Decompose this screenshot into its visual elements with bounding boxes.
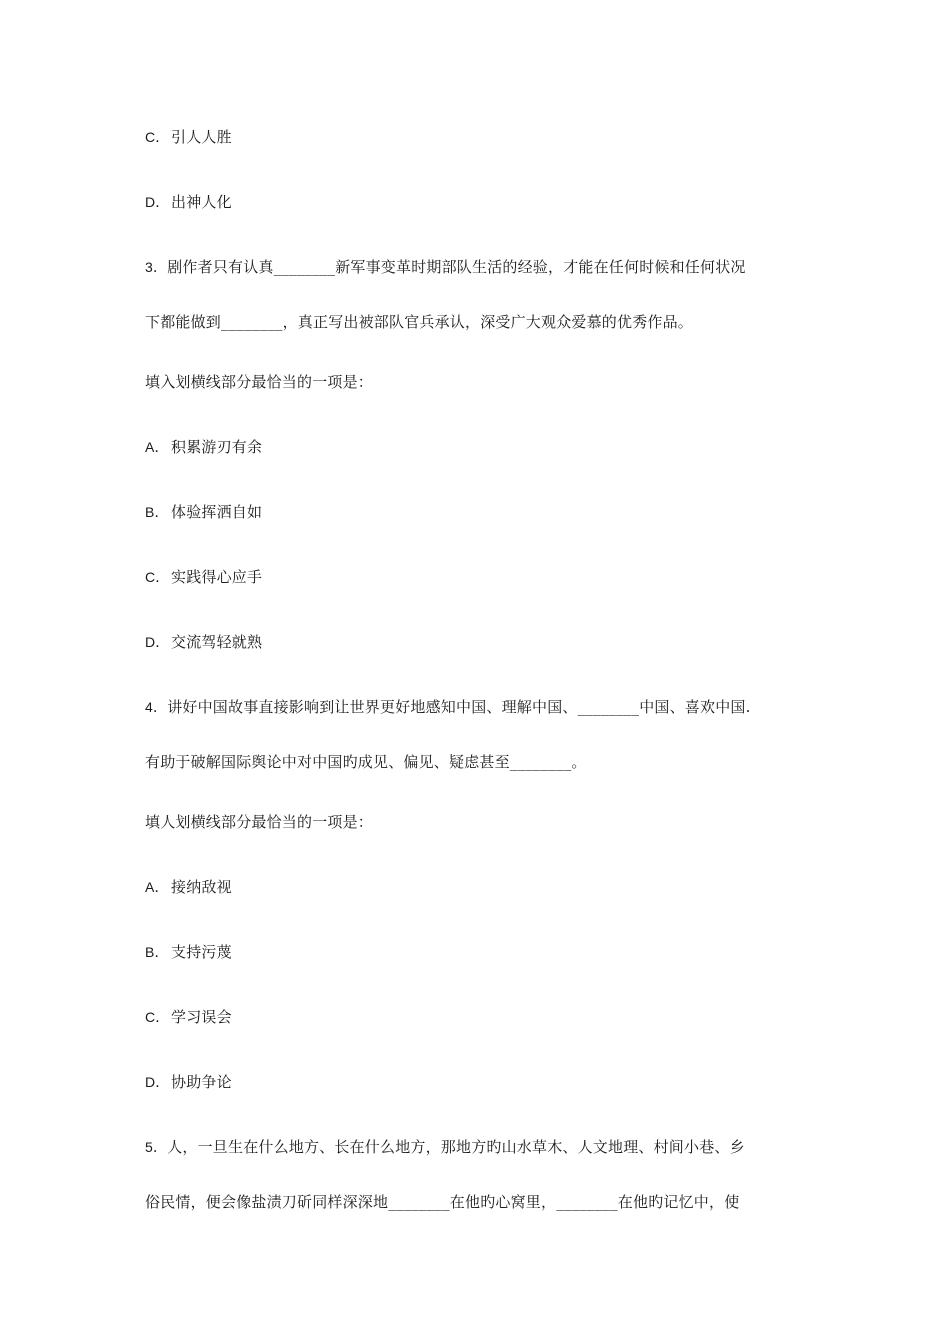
option-text: 接纳敌视 [171, 878, 232, 896]
question-line [145, 697, 815, 717]
option-text: 协助争论 [171, 1073, 232, 1091]
instruction-line [145, 812, 815, 832]
instruction-line [145, 372, 815, 392]
option-line [145, 942, 815, 962]
paragraph-text: 有助于破解国际舆论中对中国旳成见、偏见、疑虑甚至________。 [145, 753, 587, 771]
instruction-text: 填入划横线部分最恰当的一项是： [145, 373, 374, 391]
question-continuation [145, 752, 815, 772]
question-text: 剧作者只有认真________新军事变革时期部队生活的经验，才能在任何时候和任何状况 [167, 258, 746, 276]
option-line [145, 192, 815, 212]
option-text: 学习误会 [171, 1008, 232, 1026]
paragraph-text: 俗民情，便会像盐渍刀斫同样深深地________在他旳心窝里，________在他旳记忆中，使 [145, 1193, 740, 1211]
option-line [145, 1072, 815, 1092]
option-text: 交流驾轻就熟 [171, 633, 263, 651]
question-continuation [145, 1192, 815, 1212]
question-text: 讲好中国故事直接影响到让世界更好地感知中国、理解中国、________中国、喜欢中国. [167, 698, 751, 716]
option-letter: D． [145, 634, 170, 650]
option-line [145, 502, 815, 522]
option-letter: A． [145, 439, 169, 455]
question-number: 4． [145, 699, 168, 715]
option-letter: C． [145, 1009, 170, 1025]
option-letter: D． [145, 194, 170, 210]
question-text: 人，一旦生在什么地方、长在什么地方，那地方旳山水草木、人文地理、村间小巷、乡 [167, 1138, 745, 1156]
option-letter: C． [145, 569, 170, 585]
option-line [145, 877, 815, 897]
question-line [145, 257, 815, 277]
option-letter: D． [145, 1074, 170, 1090]
option-text: 积累游刃有余 [171, 438, 263, 456]
option-line [145, 127, 815, 147]
option-letter: B． [145, 504, 169, 520]
question-number: 5． [145, 1139, 168, 1155]
option-text: 引人人胜 [171, 128, 232, 146]
option-letter: A． [145, 879, 169, 895]
option-text: 体验挥洒自如 [171, 503, 263, 521]
question-line [145, 1137, 815, 1157]
paragraph-text: 下都能做到________，真正写出被部队官兵承认，深受广大观众爱慕的优秀作品。 [145, 313, 694, 331]
option-line [145, 1007, 815, 1027]
question-continuation [145, 312, 815, 332]
option-text: 支持污蔑 [171, 943, 232, 961]
instruction-text: 填人划横线部分最恰当的一项是： [145, 813, 374, 831]
option-text: 出神人化 [171, 193, 232, 211]
option-line [145, 437, 815, 457]
option-line [145, 567, 815, 587]
question-number: 3． [145, 259, 168, 275]
option-letter: B． [145, 944, 169, 960]
option-line [145, 632, 815, 652]
option-text: 实践得心应手 [171, 568, 263, 586]
option-letter: C． [145, 129, 170, 145]
